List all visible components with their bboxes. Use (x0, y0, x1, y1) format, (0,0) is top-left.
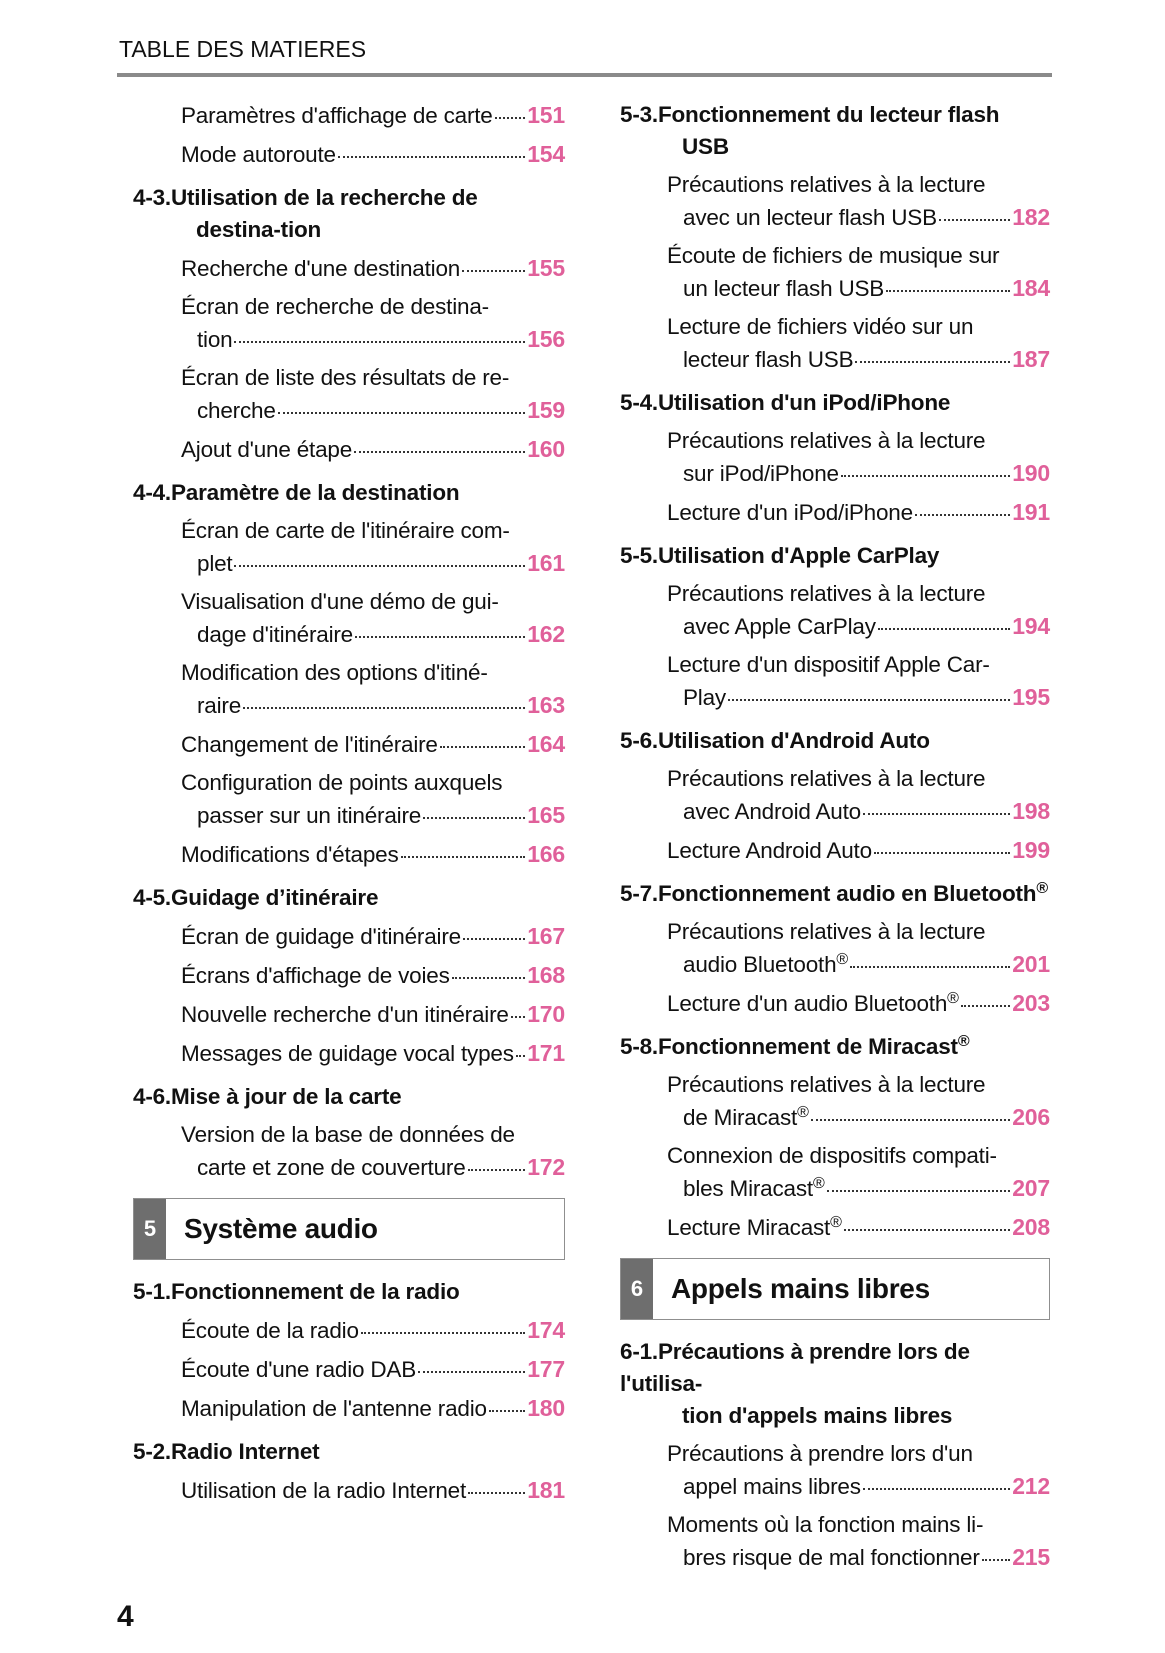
page-ref: 171 (527, 1040, 565, 1066)
entry-text: Précautions à prendre lors d'un (667, 1441, 973, 1466)
entry-text-cont: bles Miracast (683, 1176, 813, 1201)
entry-text: Manipulation de l'antenne radio (181, 1396, 487, 1421)
page-ref: 167 (527, 923, 565, 949)
page-ref: 191 (1012, 499, 1050, 525)
dot-leader (354, 451, 525, 453)
entry-text-cont: de Miracast (683, 1105, 798, 1130)
toc-entry[interactable] (620, 578, 1050, 643)
page-ref: 215 (1012, 1544, 1050, 1570)
dot-leader (495, 117, 526, 119)
page-ref: 201 (1012, 951, 1050, 977)
entry-text-cont: lecteur flash USB (683, 347, 854, 372)
chapter-banner[interactable] (620, 1258, 1050, 1320)
page-ref: 165 (527, 802, 565, 828)
section-title: 4-5.Guidage d’itinéraire (133, 885, 379, 910)
entry-text: Écoute d'une radio DAB (181, 1357, 417, 1382)
entry-text: Visualisation d'une démo de gui- (181, 589, 499, 614)
toc-entry[interactable] (620, 834, 1050, 867)
section-heading[interactable] (620, 1336, 1050, 1432)
toc-entry[interactable] (133, 1037, 565, 1070)
dot-leader (489, 1410, 525, 1412)
chapter-title: Système audio (184, 1213, 378, 1244)
dot-leader (827, 1190, 1011, 1192)
dot-leader (355, 636, 525, 638)
section-heading[interactable] (620, 878, 1050, 910)
entry-text-cont: tion (197, 327, 233, 352)
dot-leader (468, 1492, 525, 1494)
toc-entry[interactable] (133, 515, 565, 580)
entry-text-cont: plet (197, 551, 233, 576)
page-ref: 199 (1012, 837, 1050, 863)
toc-entry[interactable] (133, 138, 565, 171)
entry-text: Lecture Android Auto (667, 838, 872, 863)
page-ref: 164 (527, 731, 565, 757)
section-heading[interactable] (133, 1081, 565, 1113)
entry-text: Utilisation de la radio Internet (181, 1478, 467, 1503)
entry-text: Précautions relatives à la lecture (667, 172, 986, 197)
page-number: 4 (117, 1600, 134, 1633)
entry-text: Paramètres d'affichage de carte (181, 103, 493, 128)
dot-leader (855, 361, 1010, 363)
toc-entry[interactable] (133, 1119, 565, 1184)
toc-entry[interactable] (620, 763, 1050, 828)
dot-leader (463, 938, 525, 940)
section-title: 5-6.Utilisation d'Android Auto (620, 728, 930, 753)
toc-entry[interactable] (620, 1211, 1050, 1244)
entry-text-cont: passer sur un itinéraire (197, 803, 422, 828)
page-ref: 154 (527, 141, 565, 167)
entry-text: Précautions relatives à la lecture (667, 581, 986, 606)
page-ref: 177 (527, 1356, 565, 1382)
entry-text: Lecture d'un iPod/iPhone (667, 500, 913, 525)
section-heading[interactable] (620, 99, 1050, 163)
entry-text: Lecture Miracast (667, 1215, 831, 1240)
page-ref: 207 (1012, 1175, 1050, 1201)
toc-entry[interactable] (133, 252, 565, 285)
section-heading[interactable] (620, 1031, 1050, 1063)
section-title: 4-3.Utilisation de la recherche de destina-tion (133, 185, 478, 242)
entry-text: Écran de guidage d'itinéraire (181, 924, 461, 949)
entry-text: Connexion de dispositifs compati- (667, 1143, 997, 1168)
registered-mark: ® (797, 1104, 809, 1121)
page-ref: 187 (1012, 346, 1050, 372)
section-title: 5-3.Fonctionnement du lecteur flash USB (620, 102, 1000, 159)
section-heading[interactable] (133, 882, 565, 914)
entry-text: Lecture de fichiers vidéo sur un (667, 314, 974, 339)
entry-text: Précautions relatives à la lecture (667, 766, 986, 791)
toc-entry[interactable] (620, 987, 1050, 1020)
toc-entry[interactable] (133, 586, 565, 651)
toc-entry[interactable] (620, 496, 1050, 529)
page-ref: 156 (527, 326, 565, 352)
toc-left-column (133, 99, 565, 1513)
registered-mark: ® (947, 990, 959, 1007)
page-ref: 155 (527, 255, 565, 281)
toc-entry[interactable] (133, 728, 565, 761)
page-ref: 163 (527, 692, 565, 718)
dot-leader (243, 707, 525, 709)
page-ref: 166 (527, 841, 565, 867)
entry-text-cont: dage d'itinéraire (197, 622, 354, 647)
section-title: 5-1.Fonctionnement de la radio (133, 1279, 460, 1304)
dot-leader (961, 1005, 1010, 1007)
dot-leader (462, 270, 525, 272)
toc-entry[interactable] (620, 311, 1050, 376)
toc-entry[interactable] (620, 916, 1050, 981)
page-ref: 195 (1012, 684, 1050, 710)
dot-leader (863, 813, 1010, 815)
dot-leader (468, 1169, 526, 1171)
page-ref: 161 (527, 550, 565, 576)
section-title-line2: tion d'appels mains libres (682, 1403, 953, 1428)
chapter-title: Appels mains libres (671, 1273, 930, 1304)
page-ref: 190 (1012, 460, 1050, 486)
entry-text: Précautions relatives à la lecture (667, 1072, 986, 1097)
entry-text: Modifications d'étapes (181, 842, 399, 867)
toc-entry[interactable] (133, 657, 565, 722)
chapter-number: 5 (134, 1199, 166, 1259)
dot-leader (452, 977, 526, 979)
toc-entry[interactable] (133, 998, 565, 1031)
toc-entry[interactable] (133, 1392, 565, 1425)
dot-leader (939, 219, 1010, 221)
page-ref: 160 (527, 436, 565, 462)
page-ref: 194 (1012, 613, 1050, 639)
page-ref: 168 (527, 962, 565, 988)
section-title: 5-5.Utilisation d'Apple CarPlay (620, 543, 940, 568)
entry-text: Lecture d'un dispositif Apple Car- (667, 652, 990, 677)
toc-entry[interactable] (133, 838, 565, 871)
entry-text: Écoute de la radio (181, 1318, 359, 1343)
section-title: 4-4.Paramètre de la destination (133, 480, 460, 505)
page-ref: 170 (527, 1001, 565, 1027)
dot-leader (863, 1488, 1010, 1490)
toc-entry[interactable] (620, 1509, 1050, 1574)
dot-leader (511, 1016, 526, 1018)
page-ref: 151 (527, 102, 565, 128)
toc-entry[interactable] (133, 959, 565, 992)
dot-leader (278, 412, 526, 414)
dot-leader (915, 514, 1010, 516)
entry-text-cont: Play (683, 685, 726, 710)
page-ref: 174 (527, 1317, 565, 1343)
section-title-line1: 6-1.Précautions à prendre lors de l'utilisa- (620, 1339, 970, 1396)
dot-leader (844, 1229, 1011, 1231)
entry-text: Messages de guidage vocal types (181, 1041, 514, 1066)
toc-entry[interactable] (620, 1069, 1050, 1134)
dot-leader (841, 475, 1010, 477)
dot-leader (878, 628, 1010, 630)
entry-text: Lecture d'un audio Bluetooth (667, 991, 948, 1016)
dot-leader (234, 341, 525, 343)
entry-text: Changement de l'itinéraire (181, 732, 438, 757)
entry-text: Moments où la fonction mains li- (667, 1512, 984, 1537)
entry-text: Configuration de points auxquels (181, 770, 503, 795)
entry-text-cont: raire (197, 693, 242, 718)
dot-leader (440, 746, 525, 748)
section-heading[interactable] (133, 1436, 565, 1468)
dot-leader (516, 1055, 525, 1057)
page-ref: 162 (527, 621, 565, 647)
registered-mark: ® (1036, 880, 1048, 897)
entry-text-cont: appel mains libres (683, 1474, 861, 1499)
entry-text-cont: avec un lecteur flash USB (683, 205, 937, 230)
dot-leader (418, 1371, 525, 1373)
toc-entry[interactable] (620, 425, 1050, 490)
entry-text-cont: avec Android Auto (683, 799, 861, 824)
entry-text: Écoute de fichiers de musique sur (667, 243, 1000, 268)
toc-entry[interactable] (620, 240, 1050, 305)
chapter-banner[interactable] (133, 1198, 565, 1260)
section-heading[interactable] (133, 1276, 565, 1308)
chapter-number: 6 (621, 1259, 653, 1319)
dot-leader (423, 817, 525, 819)
registered-mark: ® (836, 951, 848, 968)
page-ref: 159 (527, 397, 565, 423)
section-heading[interactable] (620, 725, 1050, 757)
page-ref: 198 (1012, 798, 1050, 824)
entry-text: Version de la base de données de (181, 1122, 515, 1147)
entry-text-cont: audio Bluetooth (683, 952, 837, 977)
toc-entry[interactable] (133, 291, 565, 356)
dot-leader (886, 290, 1010, 292)
section-title: 5-7.Fonctionnement audio en Bluetooth (620, 881, 1037, 906)
toc-entry[interactable] (133, 99, 565, 132)
entry-text: Recherche d'une destination (181, 256, 461, 281)
toc-entry[interactable] (133, 1474, 565, 1507)
toc-entry[interactable] (133, 920, 565, 953)
page-ref: 212 (1012, 1473, 1050, 1499)
page-ref: 206 (1012, 1104, 1050, 1130)
entry-text: Écran de recherche de destina- (181, 294, 489, 319)
entry-text-cont: avec Apple CarPlay (683, 614, 876, 639)
toc-entry[interactable] (133, 1314, 565, 1347)
entry-text: Ajout d'une étape (181, 437, 353, 462)
dot-leader (361, 1332, 525, 1334)
entry-text: Écran de liste des résultats de re- (181, 365, 510, 390)
toc-entry[interactable] (133, 362, 565, 427)
page-ref: 208 (1012, 1214, 1050, 1240)
entry-text: Écrans d'affichage de voies (181, 963, 450, 988)
page-ref: 182 (1012, 204, 1050, 230)
header-title: TABLE DES MATIERES (119, 36, 367, 62)
page-ref: 181 (527, 1477, 565, 1503)
section-heading[interactable] (133, 477, 565, 509)
section-heading[interactable] (133, 182, 565, 246)
entry-text-cont: bres risque de mal fonctionner (683, 1545, 980, 1570)
header-rule (117, 73, 1052, 77)
entry-text: Écran de carte de l'itinéraire com- (181, 518, 510, 543)
entry-text: Nouvelle recherche d'un itinéraire (181, 1002, 509, 1027)
section-heading[interactable] (620, 540, 1050, 572)
entry-text: Précautions relatives à la lecture (667, 428, 986, 453)
dot-leader (401, 856, 526, 858)
dot-leader (982, 1559, 1011, 1561)
section-heading[interactable] (620, 387, 1050, 419)
registered-mark: ® (830, 1214, 842, 1231)
entry-text-cont: carte et zone de couverture (197, 1155, 466, 1180)
toc-right-column (620, 99, 1050, 1580)
toc-entry[interactable] (133, 1353, 565, 1386)
dot-leader (850, 966, 1010, 968)
dot-leader (338, 156, 525, 158)
entry-text: Précautions relatives à la lecture (667, 919, 986, 944)
entry-text: Mode autoroute (181, 142, 336, 167)
toc-entry[interactable] (133, 433, 565, 466)
section-title: 5-8.Fonctionnement de Miracast (620, 1034, 958, 1059)
section-title: 5-2.Radio Internet (133, 1439, 320, 1464)
entry-text-cont: un lecteur flash USB (683, 276, 885, 301)
registered-mark: ® (812, 1175, 825, 1192)
entry-text: Modification des options d'itiné- (181, 660, 488, 685)
dot-leader (874, 852, 1010, 854)
page-ref: 180 (527, 1395, 565, 1421)
toc-entry[interactable] (133, 767, 565, 832)
entry-text-cont: cherche (197, 398, 276, 423)
dot-leader (234, 565, 525, 567)
dot-leader (728, 699, 1010, 701)
toc-entry[interactable] (620, 649, 1050, 714)
registered-mark: ® (957, 1033, 970, 1050)
page-ref: 172 (527, 1154, 565, 1180)
toc-entry[interactable] (620, 1140, 1050, 1205)
toc-entry[interactable] (620, 1438, 1050, 1503)
section-title: 5-4.Utilisation d'un iPod/iPhone (620, 390, 951, 415)
section-title: 4-6.Mise à jour de la carte (133, 1084, 402, 1109)
dot-leader (811, 1119, 1011, 1121)
page-ref: 184 (1012, 275, 1050, 301)
entry-text-cont: sur iPod/iPhone (683, 461, 839, 486)
page-ref: 203 (1012, 990, 1050, 1016)
toc-entry[interactable] (620, 169, 1050, 234)
